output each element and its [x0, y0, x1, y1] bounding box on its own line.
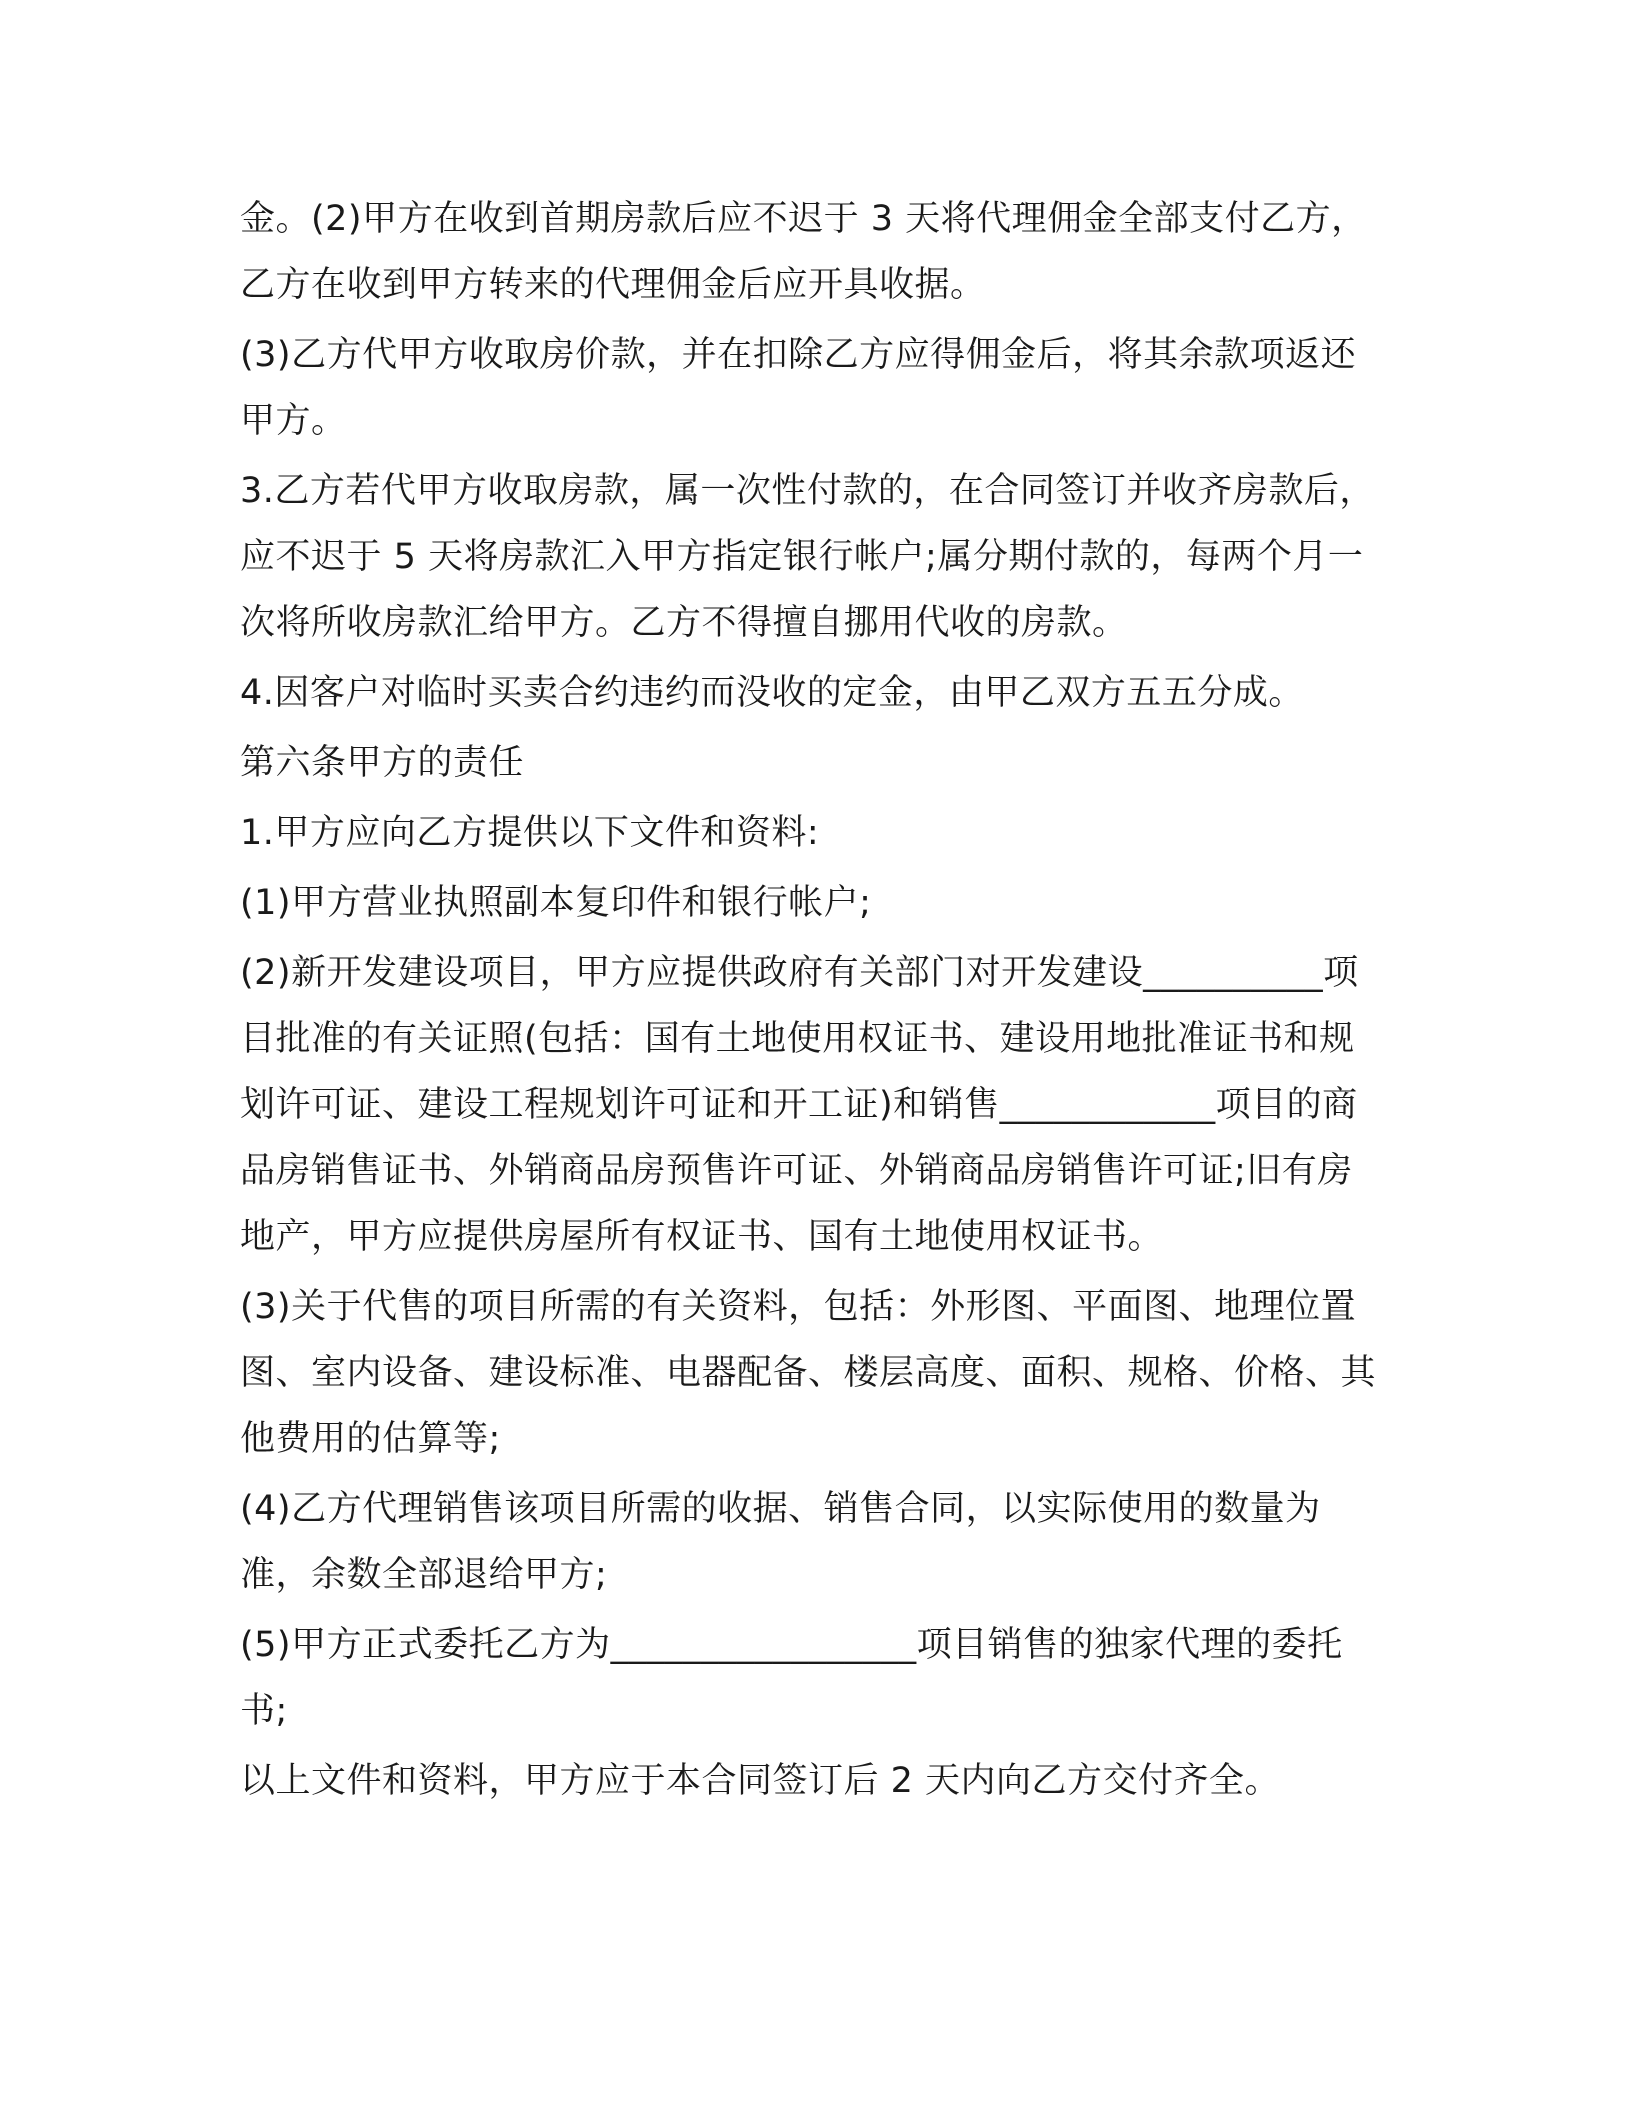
contract-body — [240, 186, 1380, 1818]
paragraph-project-materials: (3)关于代售的项目所需的有关资料，包括：外形图、平面图、地理位置图、室内设备、建设标准、电器配备、楼层高度、面积、规格、价格、其他费用的估算等; — [240, 1287, 1377, 1459]
paragraph-receipts-contracts: (4)乙方代理销售该项目所需的收据、销售合同，以实际使用的数量为准，余数全部退给甲方; — [240, 1489, 1321, 1595]
paragraph-remittance: 3.乙方若代甲方收取房款，属一次性付款的，在合同签订并收齐房款后，应不迟于 5 天将房款汇入甲方指定银行帐户;属分期付款的，每两个月一次将所收房款汇给甲方。乙方不得擅自挪用代收的房款。 — [240, 471, 1375, 643]
section-heading-party-a-duties: 第六条甲方的责任 — [240, 743, 525, 783]
paragraph-project-permits: (2)新开发建设项目，甲方应提供政府有关部门对开发建设__________项目批准的有关证照(包括：国有土地使用权证书、建设用地批准证书和规划许可证、建设工程规划许可证和开工证)和销售____________项目的商品房销售证书、外销商品房预售许可证、外销商品房销售许可证;旧有房地产，甲方应提供房屋所有权证书、国有土地使用权证书。 — [240, 953, 1359, 1257]
paragraph-business-license: (1)甲方营业执照副本复印件和银行帐户; — [240, 883, 872, 923]
paragraph-deposit-split: 4.因客户对临时买卖合约违约而没收的定金，由甲乙双方五五分成。 — [240, 673, 1304, 713]
paragraph-documents-intro: 1.甲方应向乙方提供以下文件和资料: — [240, 813, 820, 853]
paragraph-exclusive-agency: (5)甲方正式委托乙方为_________________项目销售的独家代理的委托书; — [240, 1625, 1343, 1731]
paragraph-commission-payment: 金。(2)甲方在收到首期房款后应不迟于 3 天将代理佣金全部支付乙方，乙方在收到甲方转来的代理佣金后应开具收据。 — [240, 199, 1367, 305]
paragraph-delivery-deadline: 以上文件和资料，甲方应于本合同签订后 2 天内向乙方交付齐全。 — [240, 1761, 1281, 1801]
paragraph-price-collection: (3)乙方代甲方收取房价款，并在扣除乙方应得佣金后，将其余款项返还甲方。 — [240, 335, 1357, 441]
